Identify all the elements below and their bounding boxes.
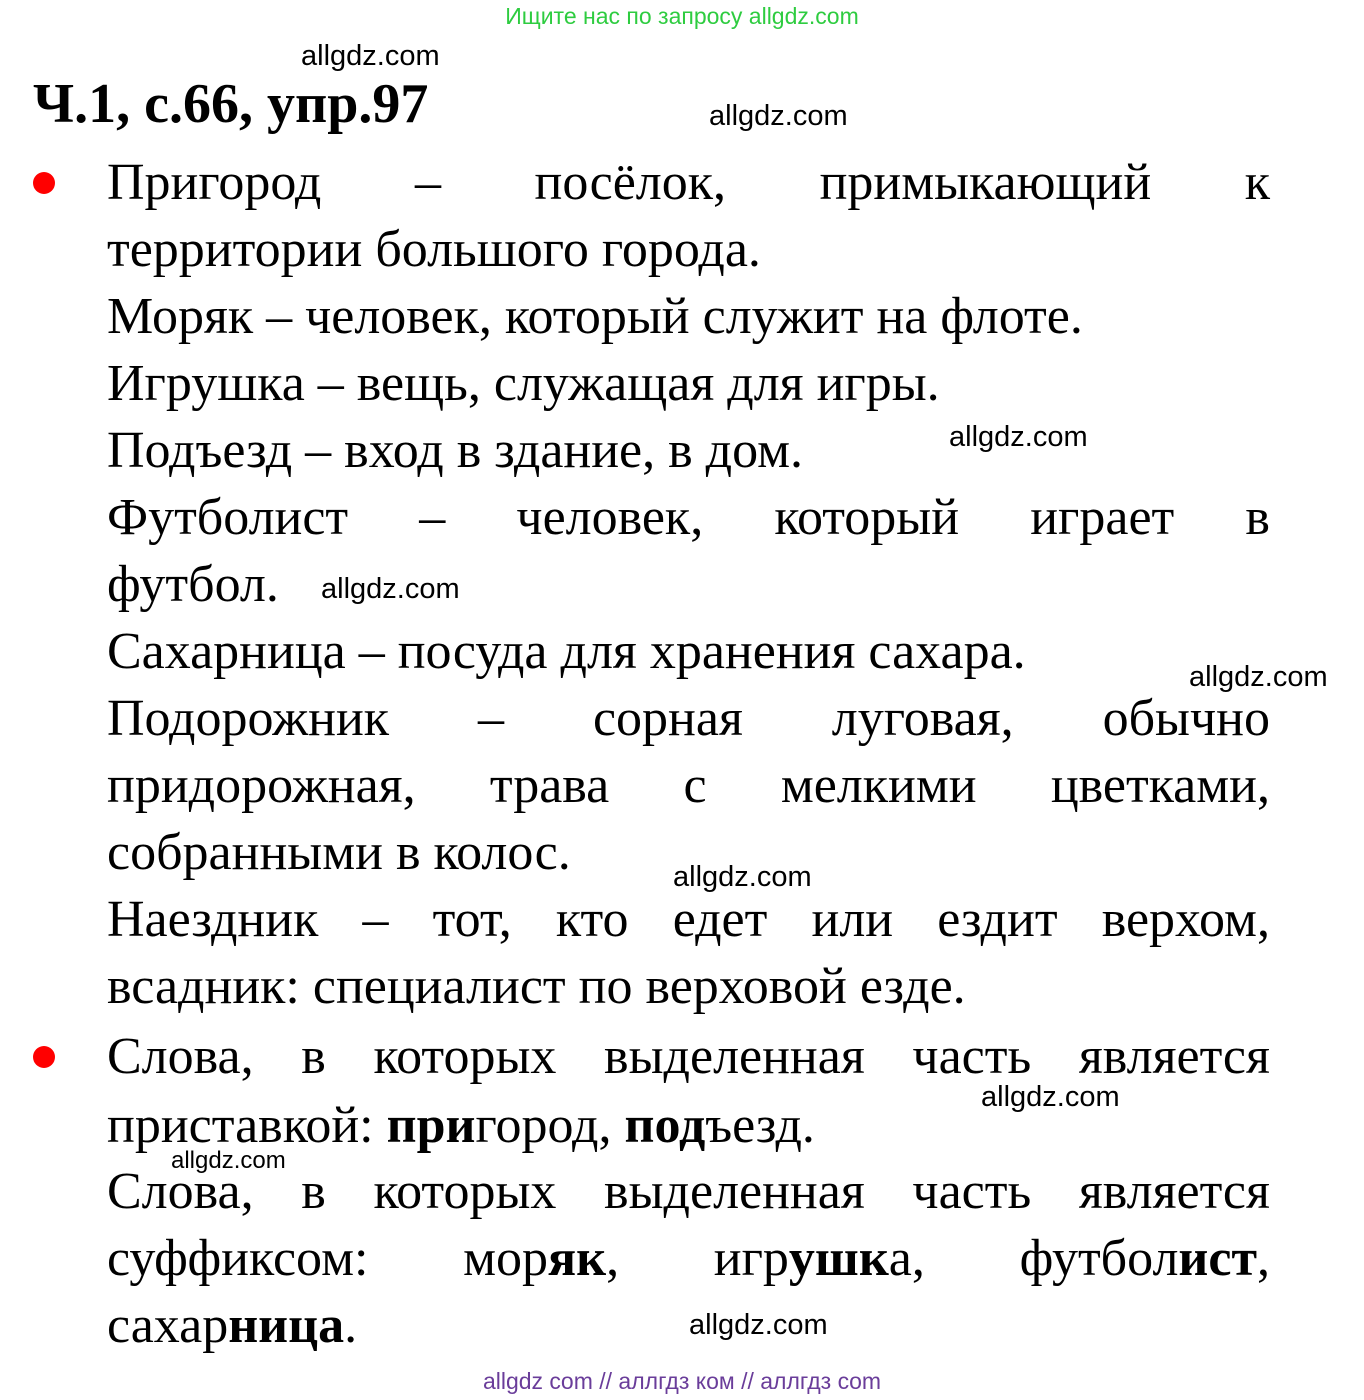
word: мелкими — [780, 757, 977, 814]
word: Футболист — [107, 489, 349, 546]
word: с — [683, 757, 707, 814]
word-rest: ъезд. — [705, 1097, 815, 1154]
word-end: а, — [888, 1230, 925, 1287]
definition-line: Моряк – человек, который служит на флоте. — [107, 288, 1083, 345]
word: сорная — [592, 690, 743, 747]
word: тот, — [432, 891, 512, 948]
word: цветками, — [1050, 757, 1270, 814]
word: Слова, — [107, 1163, 254, 1220]
word: обычно — [1102, 690, 1270, 747]
definition-line — [107, 154, 1270, 211]
word: который — [774, 489, 960, 546]
prefix-highlight: при — [386, 1097, 476, 1154]
word: выделенная — [604, 1163, 865, 1220]
word: которых — [373, 1028, 557, 1085]
word: играет — [1030, 489, 1175, 546]
definition-line — [107, 690, 1270, 747]
word-end: . — [344, 1297, 358, 1354]
bullet-icon — [33, 172, 55, 194]
word — [463, 1230, 620, 1287]
prefix-line — [107, 1028, 1270, 1085]
watermark: allgdz.com — [1189, 661, 1328, 693]
word: часть — [912, 1163, 1032, 1220]
word: Слова, — [107, 1028, 254, 1085]
definition-line — [107, 489, 1270, 546]
suffix-highlight: ница — [228, 1297, 345, 1354]
watermark: allgdz.com — [301, 40, 440, 72]
definition-line: Игрушка – вещь, служащая для игры. — [107, 355, 940, 412]
watermark: allgdz.com — [171, 1147, 286, 1174]
definition-line — [107, 891, 1270, 948]
suffix-highlight: ист — [1178, 1230, 1257, 1287]
word: посёлок, — [534, 154, 726, 211]
word: является — [1078, 1163, 1270, 1220]
suffix-highlight: ушк — [788, 1230, 889, 1287]
word: луговая, — [831, 690, 1014, 747]
word — [713, 1230, 925, 1287]
definition-line: футбол. — [107, 556, 279, 613]
label: приставкой: — [107, 1097, 387, 1154]
word-stem: футбол — [1019, 1230, 1179, 1287]
word-stem: игр — [713, 1230, 789, 1287]
word: часть — [912, 1028, 1032, 1085]
word-end: , — [606, 1230, 620, 1287]
watermark: allgdz.com — [689, 1309, 828, 1341]
word: – — [362, 891, 389, 948]
word: является — [1078, 1028, 1270, 1085]
word: – — [414, 154, 441, 211]
word: в — [301, 1163, 326, 1220]
word: придорожная, — [107, 757, 416, 814]
definition-line: территории большого города. — [107, 221, 761, 278]
word: кто — [555, 891, 629, 948]
prefix-highlight: под — [624, 1097, 706, 1154]
definition-line: всадник: специалист по верховой езде. — [107, 958, 966, 1015]
word: или — [811, 891, 894, 948]
top-banner: Ищите нас по запросу allgdz.com — [505, 3, 859, 29]
word: примыкающий — [819, 154, 1152, 211]
watermark: allgdz.com — [981, 1081, 1120, 1113]
word: верхом, — [1101, 891, 1270, 948]
word: Пригород — [107, 154, 322, 211]
suffix-line — [107, 1230, 1270, 1287]
bullet-icon — [33, 1046, 55, 1068]
word: в — [1245, 489, 1270, 546]
word: трава — [489, 757, 610, 814]
word-end: , — [1257, 1230, 1270, 1287]
watermark: allgdz.com — [673, 861, 812, 893]
page-title: Ч.1, с.66, упр.97 — [33, 73, 429, 135]
word — [1019, 1230, 1270, 1287]
word: в — [301, 1028, 326, 1085]
word: выделенная — [604, 1028, 865, 1085]
word: – — [478, 690, 505, 747]
definition-line: собранными в колос. — [107, 824, 571, 881]
word: едет — [672, 891, 768, 948]
word-stem: мор — [463, 1230, 548, 1287]
watermark: allgdz.com — [709, 100, 848, 132]
word: человек, — [516, 489, 704, 546]
word: к — [1244, 154, 1270, 211]
word-rest: город, — [475, 1097, 625, 1154]
definition-line: Подъезд – вход в здание, в дом. — [107, 422, 804, 479]
word: Подорожник — [107, 690, 390, 747]
word-stem: сахар — [107, 1297, 229, 1354]
watermark: allgdz.com — [321, 573, 460, 605]
watermark: allgdz.com — [949, 421, 1088, 453]
word: – — [419, 489, 446, 546]
word: которых — [373, 1163, 557, 1220]
word: ездит — [937, 891, 1058, 948]
definition-line: Сахарница – посуда для хранения сахара. — [107, 623, 1026, 680]
suffix-highlight: як — [548, 1230, 607, 1287]
label: суффиксом: — [107, 1230, 369, 1287]
word: Наездник — [107, 891, 319, 948]
footer-watermark: allgdz com // аллгдз ком // аллгдз com — [482, 1368, 882, 1394]
definition-line — [107, 757, 1270, 814]
suffix-line — [107, 1163, 1270, 1220]
